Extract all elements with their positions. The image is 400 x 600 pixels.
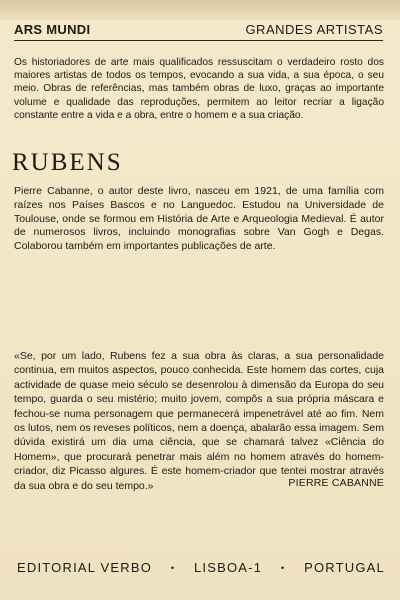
publisher-footer bbox=[17, 560, 385, 575]
separator-dot: • bbox=[170, 562, 176, 573]
separator-dot: • bbox=[280, 562, 286, 573]
publisher-country: PORTUGAL bbox=[304, 560, 385, 575]
series-name: ARS MUNDI bbox=[14, 22, 91, 37]
publisher-name: EDITORIAL VERBO bbox=[17, 560, 153, 575]
collection-name: GRANDES ARTISTAS bbox=[245, 22, 383, 37]
intro-paragraph: Os historiadores de arte mais qualificados ressuscitam o verdadeiro rosto dos maiores artistas de todos os tempos, evocando a sua vida, a sua época, o seu meio. Obras de referências, mas também obras de luxo, graças ao importante volume e qualidade das reproduções, permitem ao leitor recriar a ligação constante entre a vida e a obra, entre o homem e a sua criação. bbox=[14, 57, 384, 121]
header bbox=[14, 22, 383, 42]
quote-signature: PIERRE CABANNE bbox=[288, 477, 384, 489]
author-quote: «Se, por um lado, Rubens fez a sua obra às claras, a sua personalidade continua, em muitos aspectos, pouco conhecida. Este homem das cortes, cuja actividade de quase meio século se desenrolou à dimensão da Europa do seu tempo, guarda o seu mistério; muito jovem, compôs a sua própria máscara e fechou-se numa personagem que permanecerá impenetrável até ao fim. Nem os lutos, nem os reveses políticos, nem a doença, abalarão essa imagem. Sem dúvida existirá um dia uma ciência, que se chamará talvez «Ciência do Homem», que procurará penetrar mais além no homem através do homem-criador, diz Picasso algures. É este homem-criador que tentei mostrar através da sua obra e do seu tempo.» bbox=[14, 350, 384, 492]
publisher-city: LISBOA-1 bbox=[194, 560, 263, 575]
book-title: RUBENS bbox=[12, 149, 123, 176]
author-bio: Pierre Cabanne, o autor deste livro, nasceu em 1921, de uma família com raízes nos Países Bascos e no Languedoc. Estudou na Universidade de Toulouse, onde se formou em História de Arte e Arqueologia Medieval. É autor de numerosos livros, incluindo monografias sobre Van Gogh e Degas. Colaborou também em importantes publicações de arte. bbox=[14, 185, 384, 253]
top-edge bbox=[0, 0, 400, 20]
header-divider bbox=[14, 40, 383, 41]
